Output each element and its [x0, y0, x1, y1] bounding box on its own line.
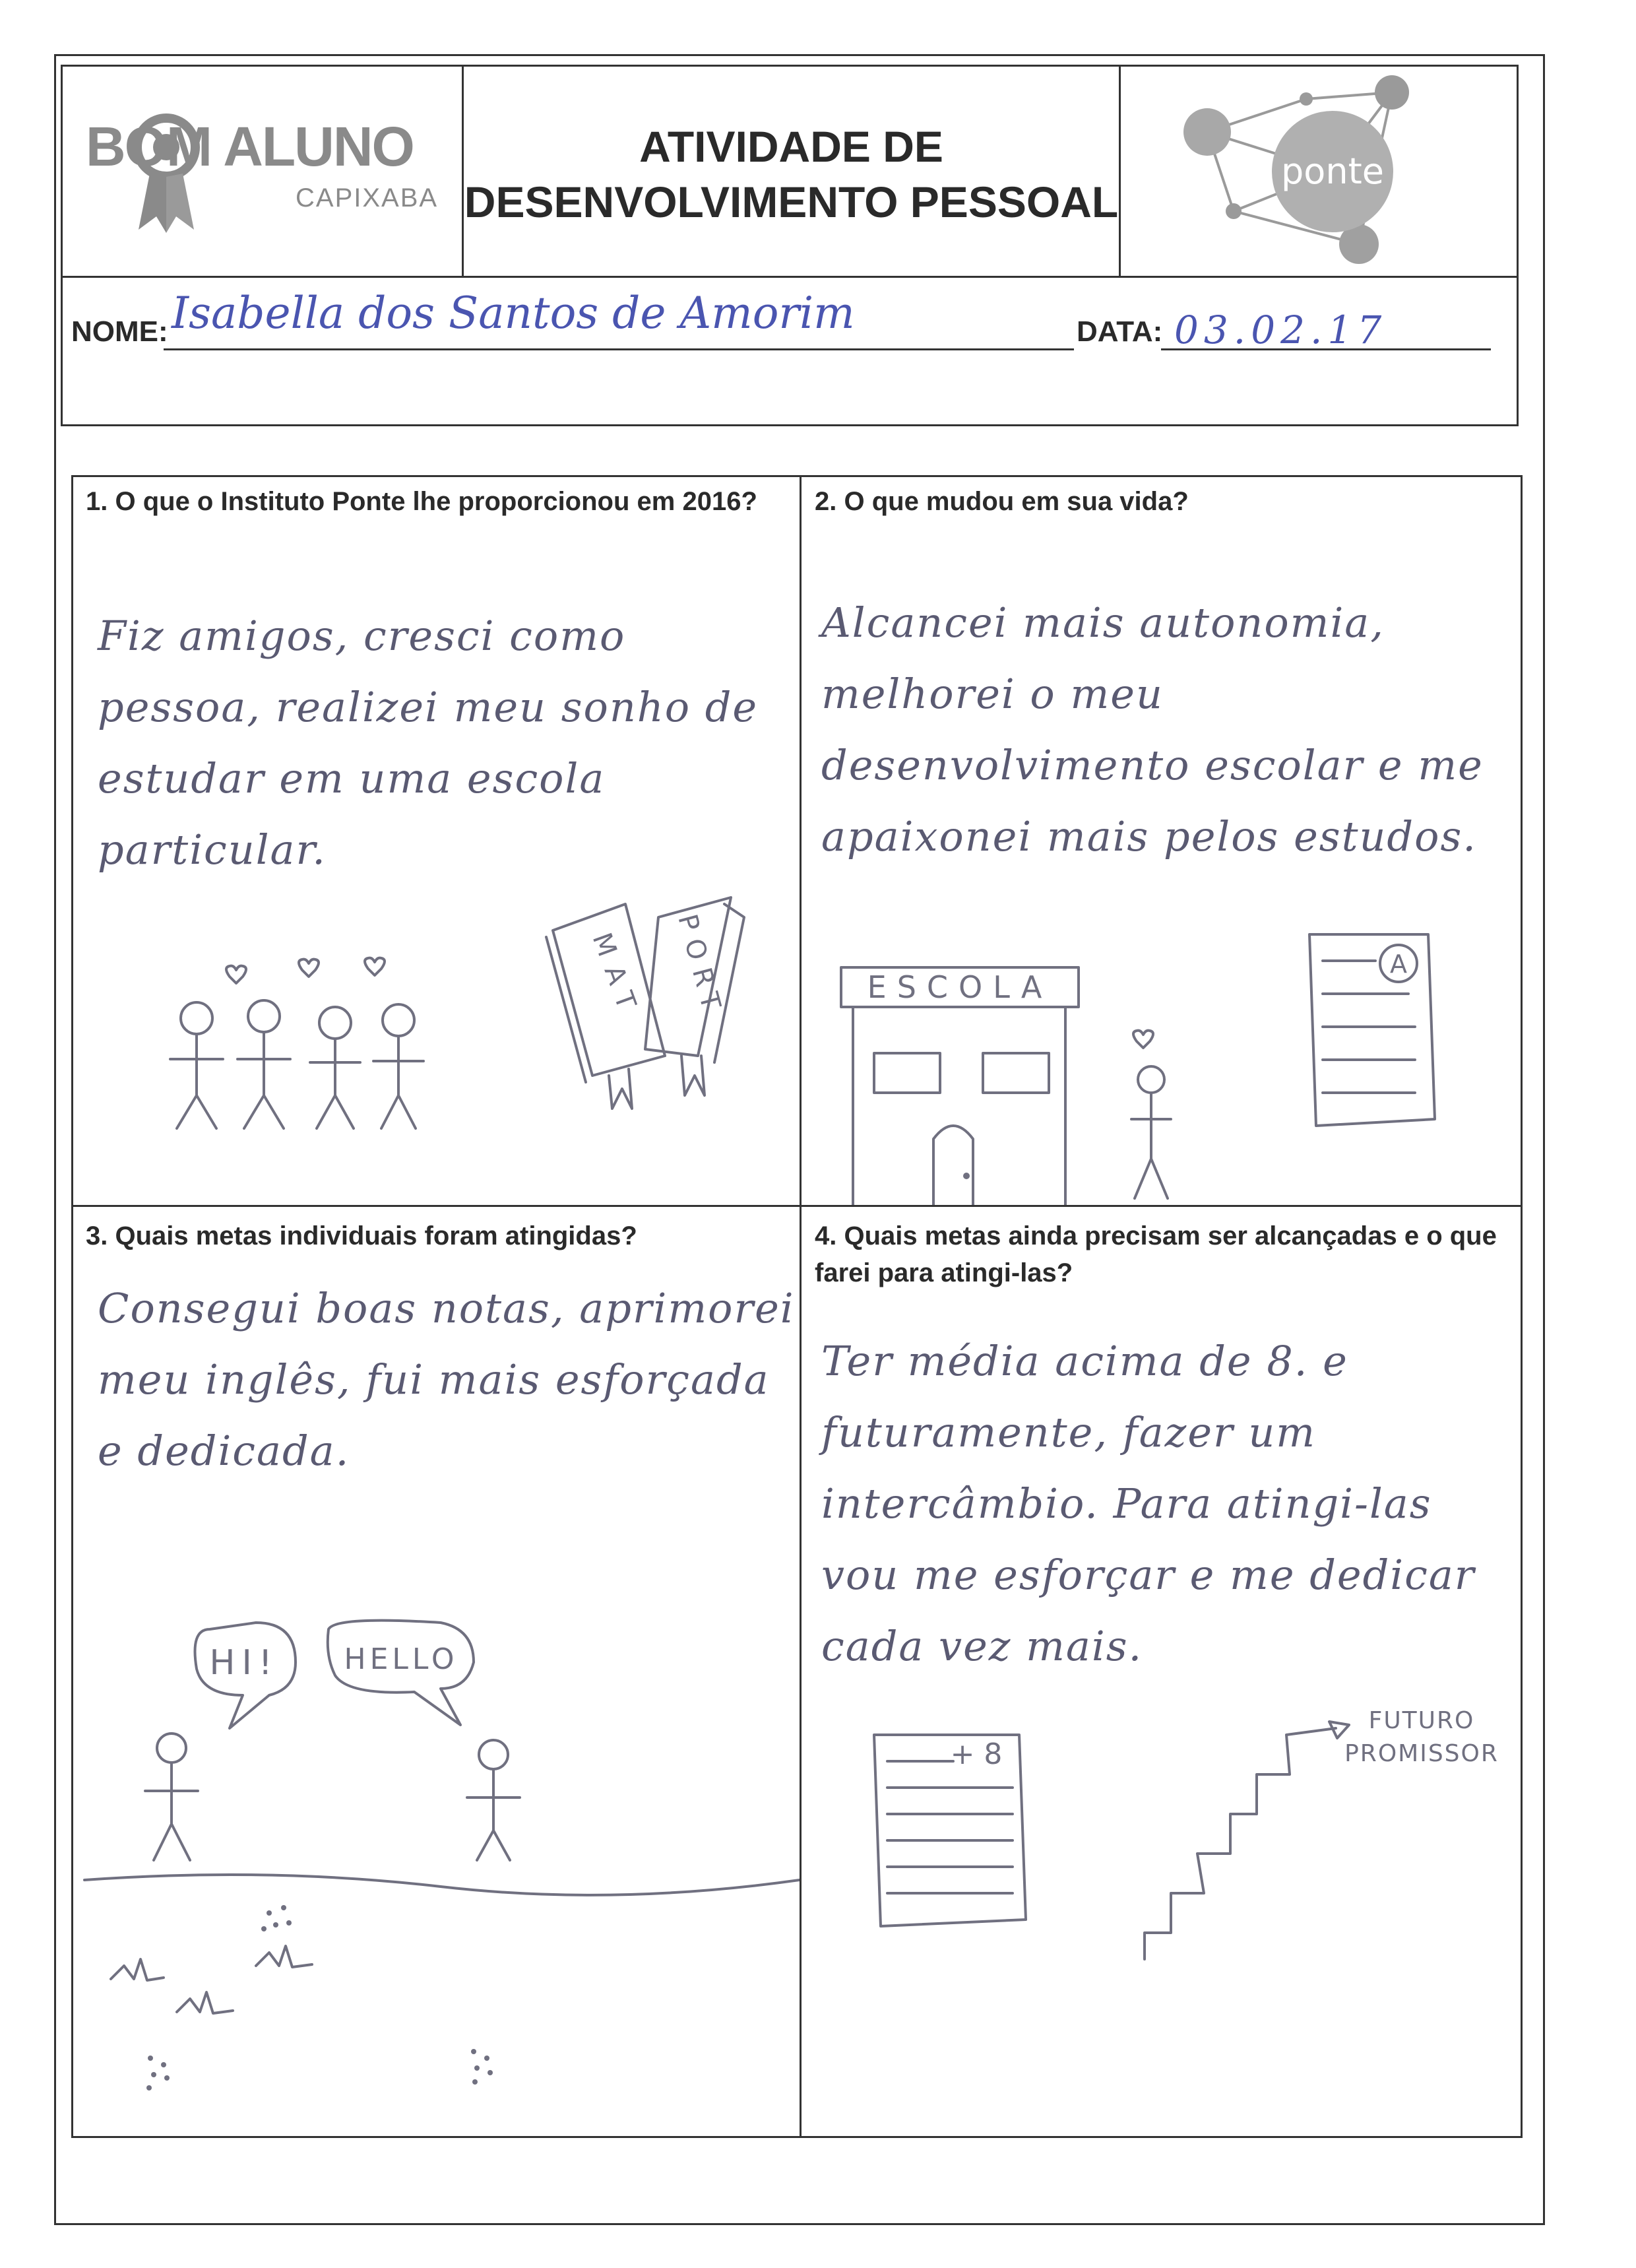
- question-4-answer[interactable]: Ter média acima de 8. e futuramente, fazer um intercâmbio. Para atingi-las vou me esforçar e me dedicar cada vez mais.: [821, 1337, 1476, 1670]
- grade-letter: A: [1390, 950, 1407, 979]
- question-4-label: 4. Quais metas ainda precisam ser alcançadas e o que farei para atingi-las?: [815, 1221, 1497, 1287]
- question-3-cell: [71, 1207, 800, 2138]
- logo-text-sub: CAPIXABA: [296, 183, 439, 212]
- ponte-logo-text: ponte: [1281, 150, 1384, 192]
- speech-bubble-hi: HI!: [209, 1643, 279, 1683]
- name-label: NOME:: [71, 315, 168, 348]
- question-1-label: 1. O que o Instituto Ponte lhe proporcionou em 2016?: [86, 487, 757, 516]
- name-underline: [164, 348, 1074, 350]
- ponte-logo: [1174, 66, 1425, 271]
- friends-books-drawing: [71, 858, 800, 1201]
- hello-conversation-drawing: [71, 1603, 800, 2131]
- name-field[interactable]: Isabella dos Santos de Amorim: [172, 288, 855, 339]
- title-line-2: DESENVOLVIMENTO PESSOAL: [464, 178, 1119, 226]
- question-2-cell: [802, 475, 1523, 1205]
- question-1-answer[interactable]: Fiz amigos, cresci como pessoa, realizei meu sonho de estudar em uma escola particular.: [98, 612, 759, 874]
- question-2-answer[interactable]: Alcancei mais autonomia, melhorei o meu desenvolvimento escolar e me apaixonei mais pelos estudos.: [821, 599, 1484, 860]
- speech-bubble-hello: HELLO: [344, 1642, 458, 1676]
- date-label: DATA:: [1077, 315, 1163, 348]
- page-title: [464, 119, 1119, 230]
- book-label-port: PORT: [672, 911, 729, 1022]
- question-1-cell: [71, 475, 800, 1205]
- question-4-cell: [802, 1207, 1523, 2138]
- title-line-1: ATIVIDADE DE: [639, 122, 943, 171]
- date-field[interactable]: 03.02.17: [1174, 308, 1387, 352]
- question-3-answer[interactable]: Consegui boas notas, aprimorei meu inglês, fui mais esforçada e dedicada.: [98, 1284, 795, 1475]
- header-divider-2: [1119, 65, 1121, 277]
- book-label-mat: MAT: [586, 928, 646, 1025]
- school-sign: ESCOLA: [867, 969, 1053, 1005]
- logo-text-line1: BOM ALUNO: [86, 115, 414, 178]
- logo-text-main: [86, 115, 414, 179]
- question-3-label: 3. Quais metas individuais foram atingidas?: [86, 1221, 637, 1250]
- question-2-label: 2. O que mudou em sua vida?: [815, 487, 1189, 516]
- future-label-line2: PROMISSOR: [1344, 1740, 1499, 1767]
- molecule-network-icon: [1174, 66, 1425, 271]
- future-label-line1: FUTURO: [1368, 1708, 1475, 1734]
- future-stairs-drawing: [802, 1708, 1523, 2184]
- bom-aluno-logo: [86, 106, 442, 238]
- school-drawing: [802, 862, 1523, 1205]
- header-divider-horizontal: [61, 276, 1519, 278]
- grade-plus-eight: + 8: [950, 1737, 1003, 1771]
